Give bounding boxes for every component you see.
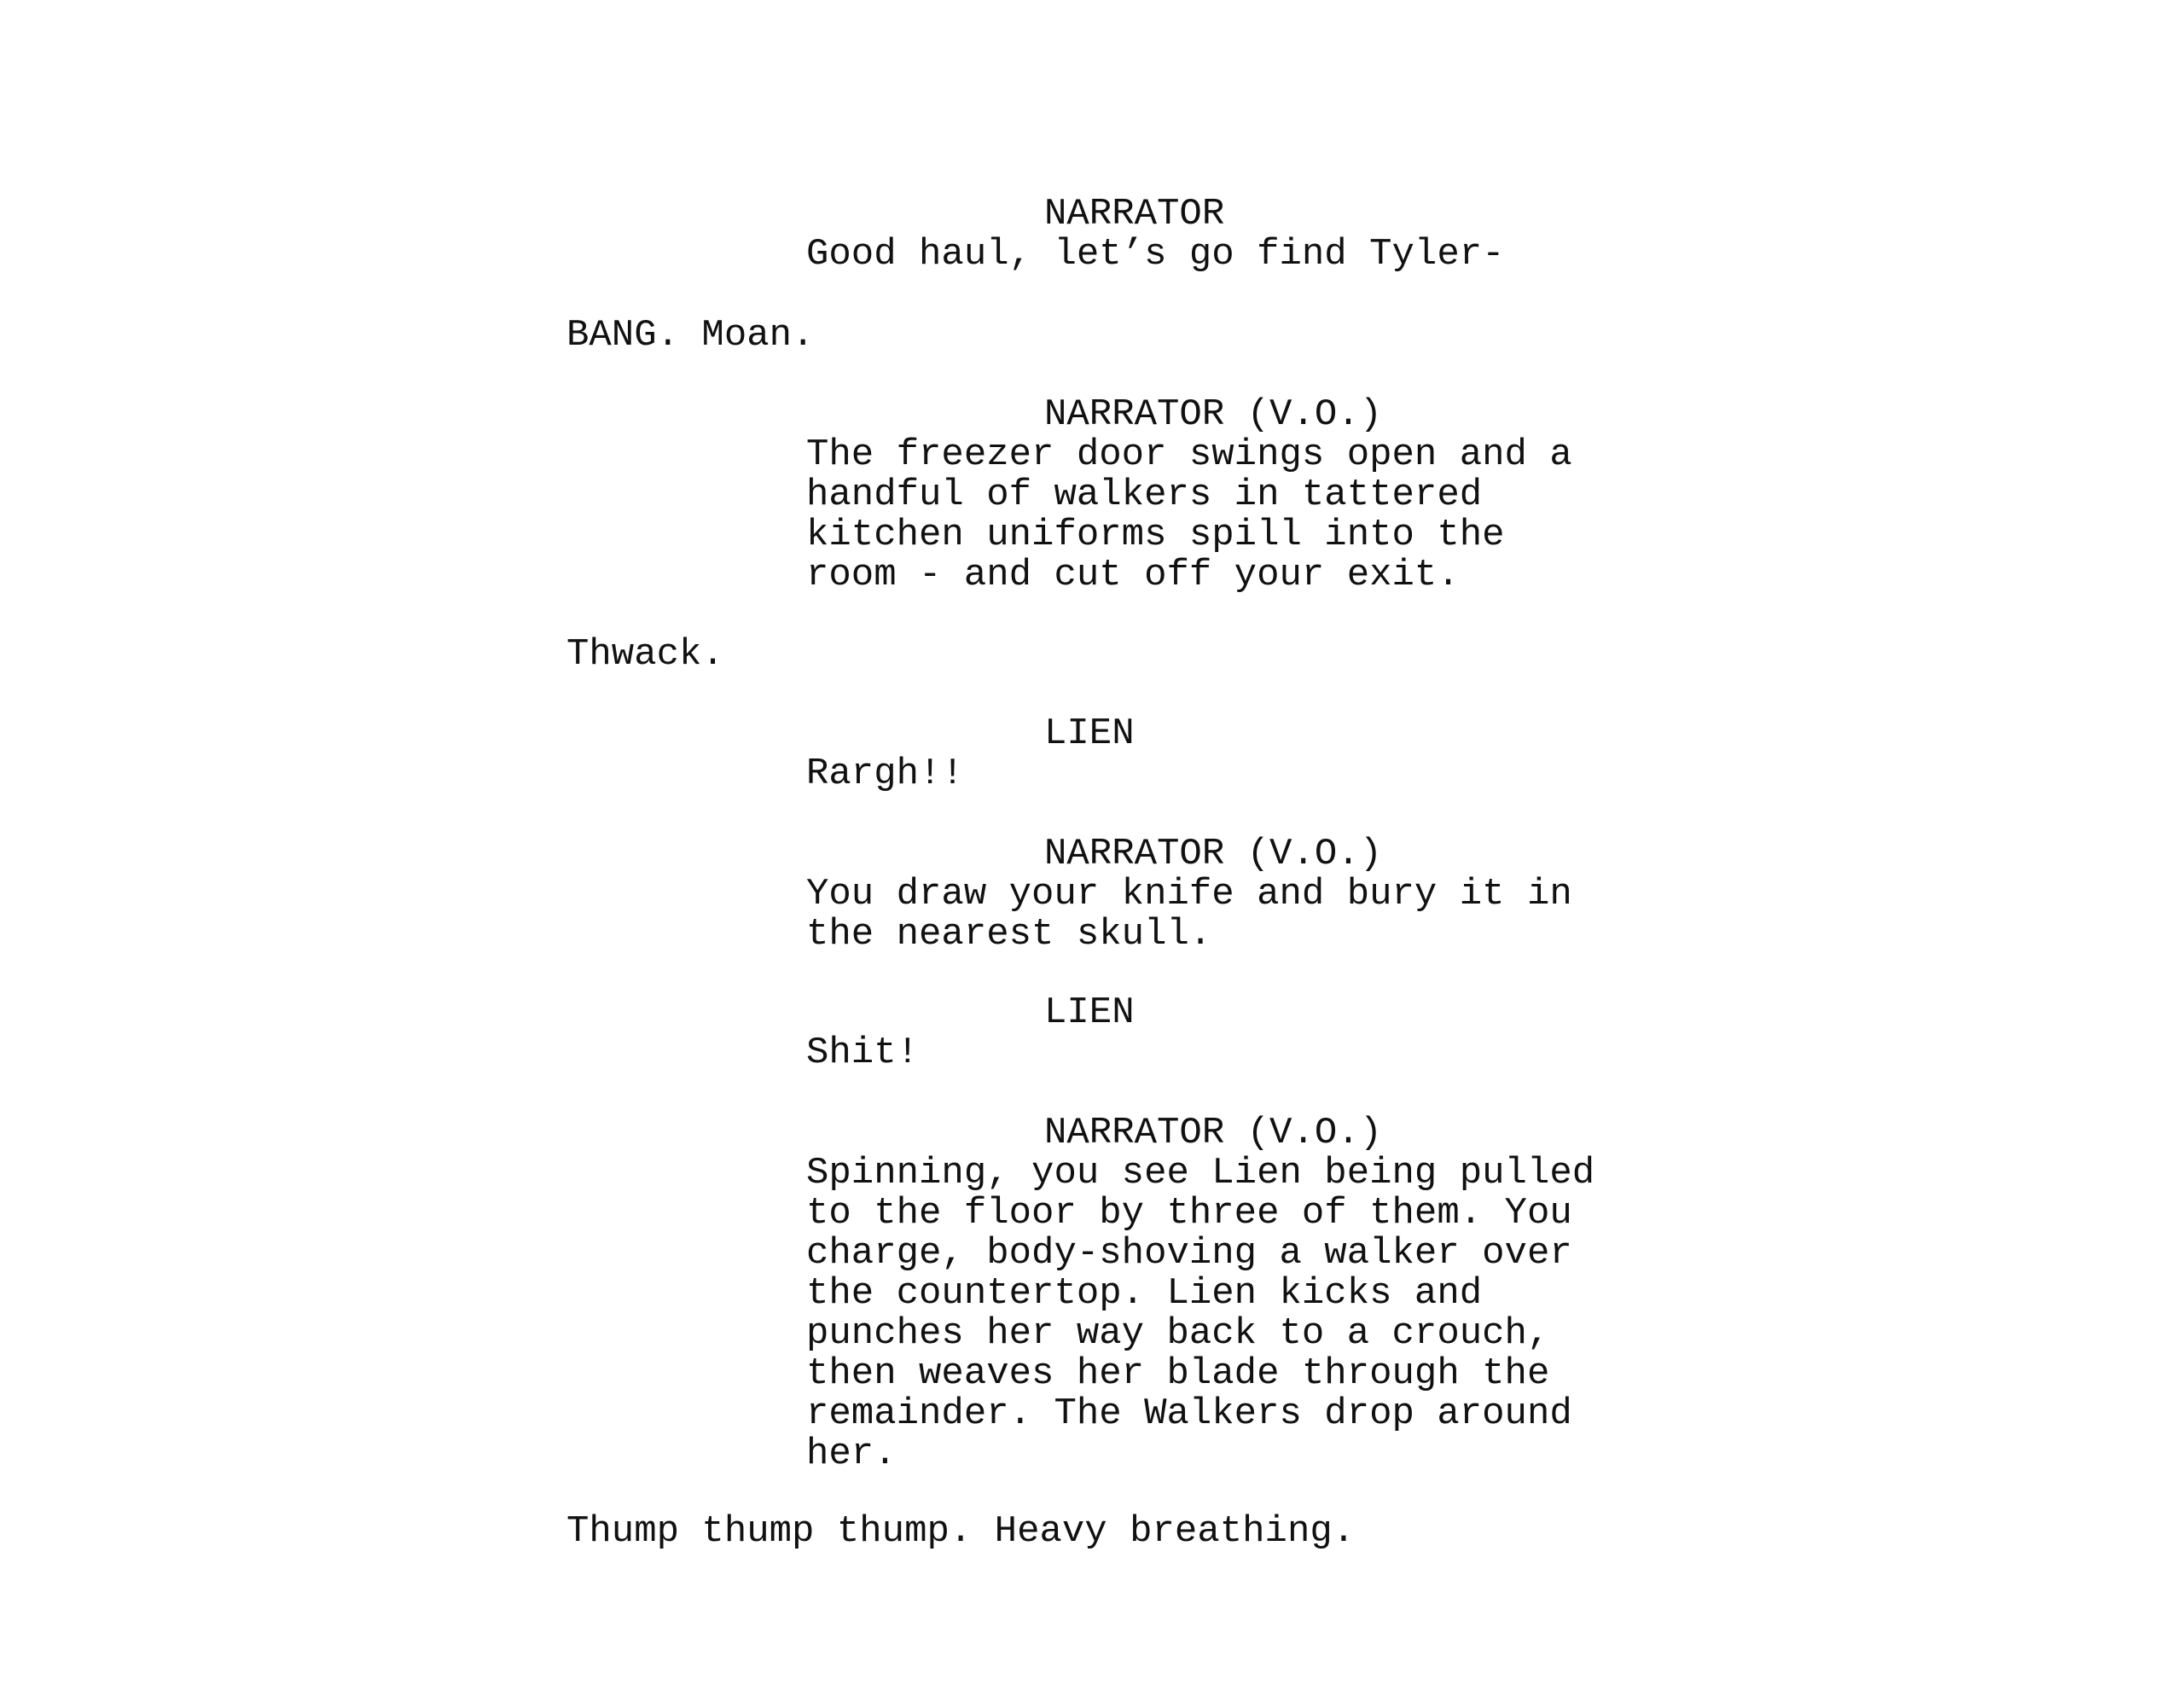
character-name: LIEN: [1044, 991, 1135, 1034]
character-name: NARRATOR (V.O.): [1044, 1112, 1383, 1154]
dialogue: You draw your knife and bury it in the nearest skull.: [806, 873, 1572, 956]
dialogue: Spinning, you see Lien being pulled to the floor by three of them. You charge, body-shoving a walker over the countertop. Lien kicks and punches her way back to a crouch, then weaves her blade through the remainder. The Walkers drop around her.: [806, 1152, 1595, 1475]
dialogue: Rargh!!: [806, 753, 964, 795]
character-name: NARRATOR: [1044, 193, 1225, 235]
character-name: LIEN: [1044, 712, 1135, 755]
action-line: Thwack.: [566, 633, 724, 676]
character-name: NARRATOR (V.O.): [1044, 833, 1383, 875]
dialogue: Good haul, let’s go find Tyler-: [806, 233, 1505, 276]
dialogue: Shit!: [806, 1032, 920, 1074]
dialogue: The freezer door swings open and a handful of walkers in tattered kitchen uniforms spill into the room - and cut off your exit.: [806, 433, 1572, 596]
character-name: NARRATOR (V.O.): [1044, 393, 1383, 436]
action-line: BANG. Moan.: [566, 314, 815, 357]
action-line: Thump thump thump. Heavy breathing.: [566, 1510, 1356, 1553]
